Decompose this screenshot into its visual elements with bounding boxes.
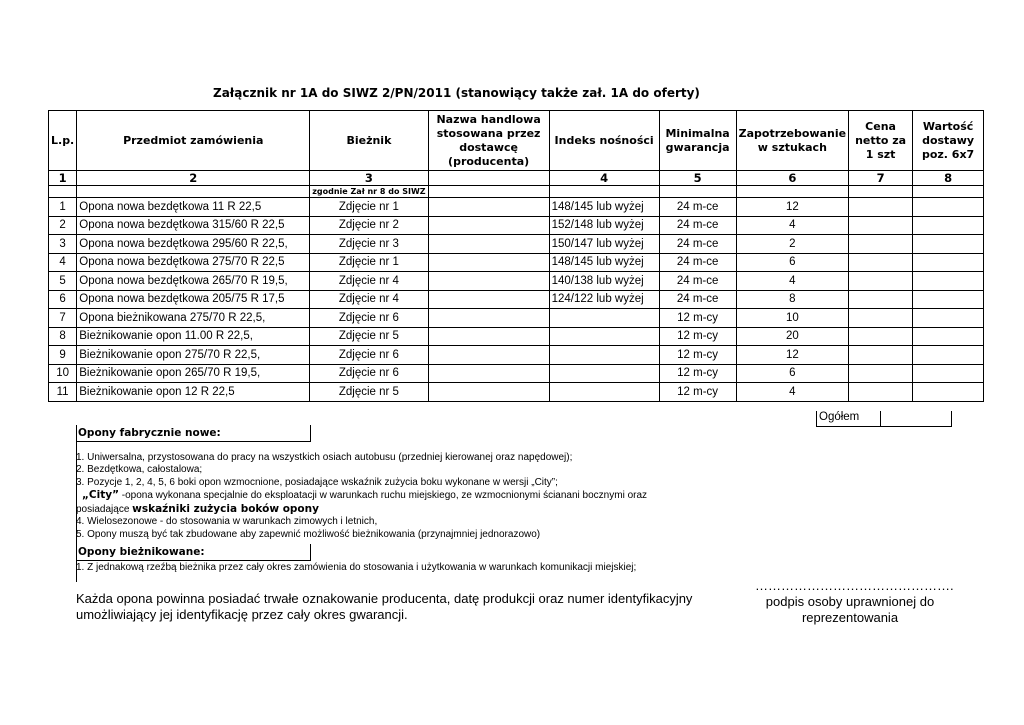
cell-trade-name <box>428 235 549 254</box>
cell-tread: Zdjęcie nr 6 <box>310 346 428 365</box>
cell-trade-name <box>428 364 549 383</box>
cell-quantity: 4 <box>736 272 848 291</box>
column-number: 2 <box>77 171 310 186</box>
cell-warranty: 24 m-ce <box>659 253 736 272</box>
table-row <box>49 198 984 217</box>
total-label: Ogółem <box>819 411 860 423</box>
cell-price <box>849 272 913 291</box>
cell-trade-name <box>428 272 549 291</box>
cell-trade-name <box>428 198 549 217</box>
wear-indicator-bold: wskaźniki zużycia boków opony <box>132 502 319 515</box>
cell-warranty: 24 m-ce <box>659 198 736 217</box>
column-number: 8 <box>913 171 984 186</box>
cell-warranty: 24 m-ce <box>659 235 736 254</box>
table-row <box>49 290 984 309</box>
cell-subject: Bieżnikowanie opon 11.00 R 22,5, <box>77 327 310 346</box>
column-number: 5 <box>659 171 736 186</box>
cell-lp: 10 <box>49 364 77 383</box>
cell-tread: Zdjęcie nr 4 <box>310 272 428 291</box>
cell-value <box>913 290 984 309</box>
cell-load-index: 148/145 lub wyżej <box>549 198 659 217</box>
cell-load-index <box>549 346 659 365</box>
table-row <box>49 364 984 383</box>
cell-trade-name <box>428 383 549 402</box>
cell-lp: 8 <box>49 327 77 346</box>
cell-quantity: 6 <box>736 364 848 383</box>
header-subject: Przedmiot zamówienia <box>77 111 310 171</box>
cell-quantity: 4 <box>736 216 848 235</box>
posiadajace-text: posiadające <box>76 503 133 515</box>
cell-value <box>913 253 984 272</box>
cell-trade-name <box>428 216 549 235</box>
cell-quantity: 10 <box>736 309 848 328</box>
cell-subject: Opona nowa bezdętkowa 275/70 R 22,5 <box>77 253 310 272</box>
cell-lp: 1 <box>49 198 77 217</box>
cell-tread: Zdjęcie nr 2 <box>310 216 428 235</box>
city-description: -opona wykonana specjalnie do eksploatacji w warunkach ruchu miejskiego, ze wzmocnionymi ścianani bocznymi oraz <box>118 490 648 501</box>
cell-quantity: 2 <box>736 235 848 254</box>
table-row <box>49 272 984 291</box>
cell-value <box>913 327 984 346</box>
cell-warranty: 12 m-cy <box>659 309 736 328</box>
header-quantity: Zapotrzebowanie w sztukach <box>736 111 848 171</box>
cell-subject: Opona nowa bezdętkowa 315/60 R 22,5 <box>77 216 310 235</box>
cell-subject: Bieżnikowanie opon 12 R 22,5 <box>77 383 310 402</box>
cell-price <box>849 327 913 346</box>
cell-price <box>849 346 913 365</box>
cell-lp: 3 <box>49 235 77 254</box>
cell-subject: Opona nowa bezdętkowa 205/75 R 17,5 <box>77 290 310 309</box>
total-divider <box>880 411 881 426</box>
cell-trade-name <box>428 346 549 365</box>
total-row <box>816 411 952 427</box>
cell-subject: Bieżnikowanie opon 265/70 R 19,5, <box>77 364 310 383</box>
cell-load-index: 140/138 lub wyżej <box>549 272 659 291</box>
note-3: 3. Pozycje 1, 2, 4, 5, 6 boki opon wzmocnione, posiadające wskaźnik zużycia boku wykonane w wersji „City”; <box>76 476 558 488</box>
note-cell <box>913 186 984 198</box>
document-title: Załącznik nr 1A do SIWZ 2/PN/2011 (stanowiący także zał. 1A do oferty) <box>213 86 700 100</box>
cell-subject: Opona bieżnikowana 275/70 R 22,5, <box>77 309 310 328</box>
cell-value <box>913 364 984 383</box>
signature-block <box>755 578 954 626</box>
cell-tread: Zdjęcie nr 6 <box>310 309 428 328</box>
cell-quantity: 6 <box>736 253 848 272</box>
cell-load-index <box>549 309 659 328</box>
cell-load-index: 148/145 lub wyżej <box>549 253 659 272</box>
wear-indicator-line <box>76 503 736 517</box>
cell-tread: Zdjęcie nr 5 <box>310 327 428 346</box>
cell-warranty: 12 m-cy <box>659 364 736 383</box>
cell-tread: Zdjęcie nr 5 <box>310 383 428 402</box>
cell-load-index: 124/122 lub wyżej <box>549 290 659 309</box>
table-row <box>49 327 984 346</box>
cell-load-index <box>549 364 659 383</box>
note-1: 1. Uniwersalna, przystosowana do pracy na wszystkich osiach autobusu (przedniej kierowanej oraz napędowej); <box>76 451 573 463</box>
retreaded-tires-title: Opony bieżnikowane: <box>76 544 311 561</box>
new-tires-title: Opony fabrycznie nowe: <box>76 425 311 442</box>
cell-quantity: 12 <box>736 346 848 365</box>
cell-load-index <box>549 327 659 346</box>
note-2: 2. Bezdętkowa, całostalowa; <box>76 464 203 475</box>
cell-subject: Opona nowa bezdętkowa 11 R 22,5 <box>77 198 310 217</box>
cell-quantity: 8 <box>736 290 848 309</box>
cell-load-index <box>549 383 659 402</box>
cell-lp: 7 <box>49 309 77 328</box>
cell-trade-name <box>428 309 549 328</box>
column-number: 6 <box>736 171 848 186</box>
header-price: Cena netto za 1 szt <box>849 111 913 171</box>
note-cell <box>77 186 310 198</box>
cell-warranty: 24 m-ce <box>659 290 736 309</box>
retread-note-1: 1. Z jednakową rzeźbą bieżnika przez cały okres zamówienia do stosowania i użytkowania w warunkach komunikacji miejskiej; <box>76 561 637 573</box>
cell-tread: Zdjęcie nr 4 <box>310 290 428 309</box>
cell-quantity: 20 <box>736 327 848 346</box>
table-row <box>49 383 984 402</box>
cell-tread: Zdjęcie nr 1 <box>310 253 428 272</box>
cell-quantity: 4 <box>736 383 848 402</box>
cell-price <box>849 216 913 235</box>
cell-value <box>913 235 984 254</box>
notes-section <box>76 425 736 574</box>
table-row <box>49 216 984 235</box>
cell-price <box>849 198 913 217</box>
cell-price <box>849 383 913 402</box>
cell-tread: Zdjęcie nr 3 <box>310 235 428 254</box>
cell-load-index: 150/147 lub wyżej <box>549 235 659 254</box>
cell-warranty: 12 m-cy <box>659 346 736 365</box>
cell-value <box>913 198 984 217</box>
cell-trade-name <box>428 327 549 346</box>
table-body <box>49 111 984 402</box>
cell-value <box>913 309 984 328</box>
cell-subject: Opona nowa bezdętkowa 265/70 R 19,5, <box>77 272 310 291</box>
cell-value <box>913 383 984 402</box>
header-tread: Bieżnik <box>310 111 428 171</box>
cell-subject: Opona nowa bezdętkowa 295/60 R 22,5, <box>77 235 310 254</box>
note-cell <box>428 186 549 198</box>
column-number: 7 <box>849 171 913 186</box>
cell-lp: 6 <box>49 290 77 309</box>
cell-quantity: 12 <box>736 198 848 217</box>
cell-warranty: 24 m-ce <box>659 216 736 235</box>
cell-warranty: 12 m-cy <box>659 383 736 402</box>
cell-warranty: 12 m-cy <box>659 327 736 346</box>
cell-price <box>849 235 913 254</box>
cell-price <box>849 290 913 309</box>
cell-lp: 11 <box>49 383 77 402</box>
note-cell <box>659 186 736 198</box>
header-trade-name: Nazwa handlowa stosowana przez dostawcę (producenta) <box>428 111 549 171</box>
cell-tread: Zdjęcie nr 6 <box>310 364 428 383</box>
column-number-empty <box>428 171 549 186</box>
header-warranty: Minimalna gwarancja <box>659 111 736 171</box>
note-cell <box>849 186 913 198</box>
column-number: 4 <box>549 171 659 186</box>
cell-price <box>849 253 913 272</box>
table-row <box>49 253 984 272</box>
cell-value <box>913 346 984 365</box>
column-number: 1 <box>49 171 77 186</box>
cell-lp: 9 <box>49 346 77 365</box>
note-cell <box>49 186 77 198</box>
signature-dots: ………………………………………. <box>755 578 954 593</box>
column-number: 3 <box>310 171 428 186</box>
final-statement: Każda opona powinna posiadać trwałe oznakowanie producenta, datę produkcji oraz numer identyfikacyjny umożliwiający jej identyfikację przez cały okres gwarancji. <box>76 591 693 622</box>
cell-price <box>849 309 913 328</box>
table-row <box>49 309 984 328</box>
header-load-index: Indeks nośności <box>549 111 659 171</box>
cell-price <box>849 364 913 383</box>
cell-trade-name <box>428 290 549 309</box>
city-word: „City” <box>82 489 119 501</box>
tread-note-row <box>49 186 984 198</box>
header-row <box>49 111 984 171</box>
note-4: 4. Wielosezonowe - do stosowania w warunkach zimowych i letnich, <box>76 516 378 527</box>
cell-trade-name <box>428 253 549 272</box>
cell-value <box>913 216 984 235</box>
header-value: Wartość dostawy poz. 6x7 <box>913 111 984 171</box>
header-lp: L.p. <box>49 111 77 171</box>
table-row <box>49 235 984 254</box>
signature-line-1: podpis osoby uprawnionej do <box>765 594 935 609</box>
cell-lp: 2 <box>49 216 77 235</box>
column-number-row <box>49 171 984 186</box>
cell-lp: 5 <box>49 272 77 291</box>
cell-lp: 4 <box>49 253 77 272</box>
cell-subject: Bieżnikowanie opon 275/70 R 22,5, <box>77 346 310 365</box>
note-cell <box>736 186 848 198</box>
cell-value <box>913 272 984 291</box>
signature-line-2: reprezentowania <box>801 610 899 625</box>
table-row <box>49 346 984 365</box>
cell-tread: Zdjęcie nr 1 <box>310 198 428 217</box>
cell-warranty: 24 m-ce <box>659 272 736 291</box>
note-5: 5. Opony muszą być tak zbudowane aby zapewnić możliwość bieżnikowania (przynajmniej jednorazowo) <box>76 528 541 540</box>
city-definition <box>76 489 736 503</box>
tread-note: zgodnie Zał nr 8 do SIWZ <box>310 186 428 198</box>
cell-load-index: 152/148 lub wyżej <box>549 216 659 235</box>
note-cell <box>549 186 659 198</box>
order-table <box>48 110 984 402</box>
